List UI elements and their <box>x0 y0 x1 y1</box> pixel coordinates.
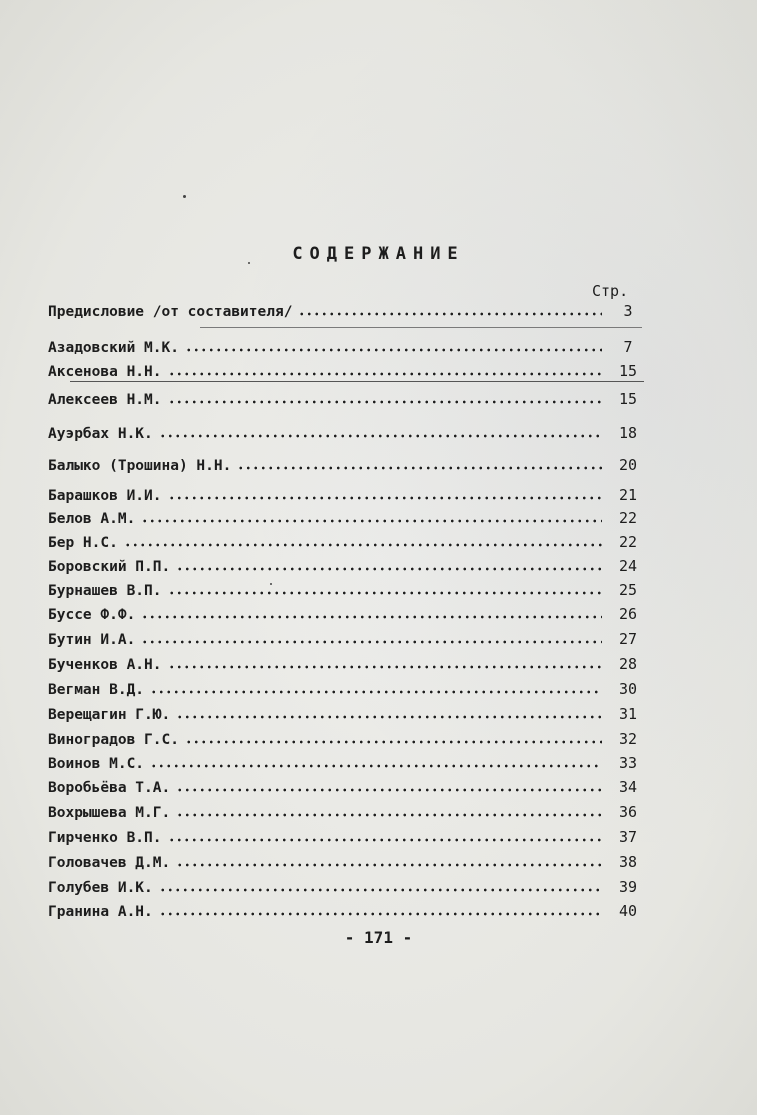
entry-page: 28 <box>618 655 638 673</box>
toc-entry <box>48 482 648 504</box>
toc-entry <box>48 298 648 320</box>
entry-name: Гранина А.Н. <box>48 904 153 920</box>
entry-name: Боровский П.П. <box>48 559 171 575</box>
toc-entry <box>48 420 648 442</box>
toc-entry <box>48 799 648 821</box>
entry-page: 36 <box>618 803 638 821</box>
dot-leader <box>168 495 603 501</box>
dot-leader <box>185 347 602 353</box>
entry-page: 26 <box>618 605 638 623</box>
entry-name: Воинов М.С. <box>48 756 145 772</box>
entry-name: Балыко (Трошина) Н.Н. <box>48 458 232 474</box>
entry-page: 21 <box>618 486 638 504</box>
dot-leader <box>159 911 602 917</box>
entry-page: 34 <box>618 778 638 796</box>
entry-page: 30 <box>618 680 638 698</box>
toc-entry <box>48 676 648 698</box>
entry-name: Воробьёва Т.А. <box>48 780 171 796</box>
dot-leader <box>185 739 602 745</box>
toc-entry <box>48 386 648 408</box>
page-column-header: Стр. <box>592 282 629 300</box>
entry-page: 18 <box>618 424 638 442</box>
entry-name: Бученков А.Н. <box>48 657 162 673</box>
toc-entry <box>48 849 648 871</box>
entry-name: Верещагин Г.Ю. <box>48 707 171 723</box>
entry-name: Виноградов Г.С. <box>48 732 179 748</box>
dot-leader <box>237 465 602 471</box>
entry-page: 3 <box>623 302 633 320</box>
entry-name: Голубев И.К. <box>48 880 153 896</box>
dot-leader <box>298 311 602 317</box>
entry-name: Алексеев Н.М. <box>48 392 162 408</box>
entry-page: 20 <box>618 456 638 474</box>
entry-name: Ауэрбах Н.К. <box>48 426 153 442</box>
toc-entry <box>48 750 648 772</box>
dot-leader <box>124 542 602 548</box>
toc-entry <box>48 726 648 748</box>
toc-entry <box>48 874 648 896</box>
entry-name: Бурнашев В.П. <box>48 583 162 599</box>
dot-leader <box>176 812 602 818</box>
toc-entry <box>48 774 648 796</box>
entry-page: 38 <box>618 853 638 871</box>
entry-page: 24 <box>618 557 638 575</box>
dot-leader <box>150 763 602 769</box>
entry-page: 37 <box>618 828 638 846</box>
entry-page: 22 <box>618 533 638 551</box>
ink-speck <box>183 195 186 198</box>
toc-entry <box>48 651 648 673</box>
entry-name: Предисловие /от составителя/ <box>48 304 293 320</box>
entry-page: 31 <box>618 705 638 723</box>
toc-entry <box>48 553 648 575</box>
dot-leader <box>176 566 602 572</box>
dot-leader <box>141 518 602 524</box>
entry-name: Гирченко В.П. <box>48 830 162 846</box>
entry-name: Головачев Д.М. <box>48 855 171 871</box>
entry-name: Белов А.М. <box>48 511 136 527</box>
entry-name: Буссе Ф.Ф. <box>48 607 136 623</box>
dot-leader <box>159 433 602 439</box>
dot-leader <box>176 714 602 720</box>
dot-leader <box>159 887 602 893</box>
dot-leader <box>168 399 603 405</box>
entry-name: Аксенова Н.Н. <box>48 364 162 380</box>
entry-name: Бер Н.С. <box>48 535 118 551</box>
entry-name: Барашков И.И. <box>48 488 162 504</box>
dot-leader <box>176 862 602 868</box>
toc-entry <box>48 358 648 380</box>
toc-entry <box>48 601 648 623</box>
entry-page: 15 <box>618 362 638 380</box>
entry-name: Азадовский М.К. <box>48 340 179 356</box>
entry-page: 15 <box>618 390 638 408</box>
entry-page: 33 <box>618 754 638 772</box>
dot-leader <box>168 371 603 377</box>
dot-leader <box>150 689 602 695</box>
entry-name: Вегман В.Д. <box>48 682 145 698</box>
toc-entry <box>48 334 648 356</box>
entry-page: 32 <box>618 730 638 748</box>
dot-leader <box>168 590 603 596</box>
toc-entry <box>48 505 648 527</box>
page-number: - 171 - <box>344 928 413 947</box>
separator-line <box>70 381 644 382</box>
entry-page: 22 <box>618 509 638 527</box>
dot-leader <box>141 614 602 620</box>
entry-name: Вохрышева М.Г. <box>48 805 171 821</box>
separator-line <box>200 327 642 328</box>
entry-page: 7 <box>623 338 633 356</box>
entry-page: 27 <box>618 630 638 648</box>
toc-entry <box>48 529 648 551</box>
toc-entry <box>48 824 648 846</box>
dot-leader <box>168 664 603 670</box>
entry-page: 25 <box>618 581 638 599</box>
dot-leader <box>176 787 602 793</box>
toc-entry <box>48 626 648 648</box>
entry-page: 40 <box>618 902 638 920</box>
toc-entry <box>48 452 648 474</box>
toc-entry <box>48 577 648 599</box>
toc-entry <box>48 898 648 920</box>
dot-leader <box>168 837 603 843</box>
toc-entry <box>48 701 648 723</box>
entry-name: Бутин И.А. <box>48 632 136 648</box>
entry-page: 39 <box>618 878 638 896</box>
dot-leader <box>141 639 602 645</box>
contents-title: СОДЕРЖАНИЕ <box>292 244 465 264</box>
